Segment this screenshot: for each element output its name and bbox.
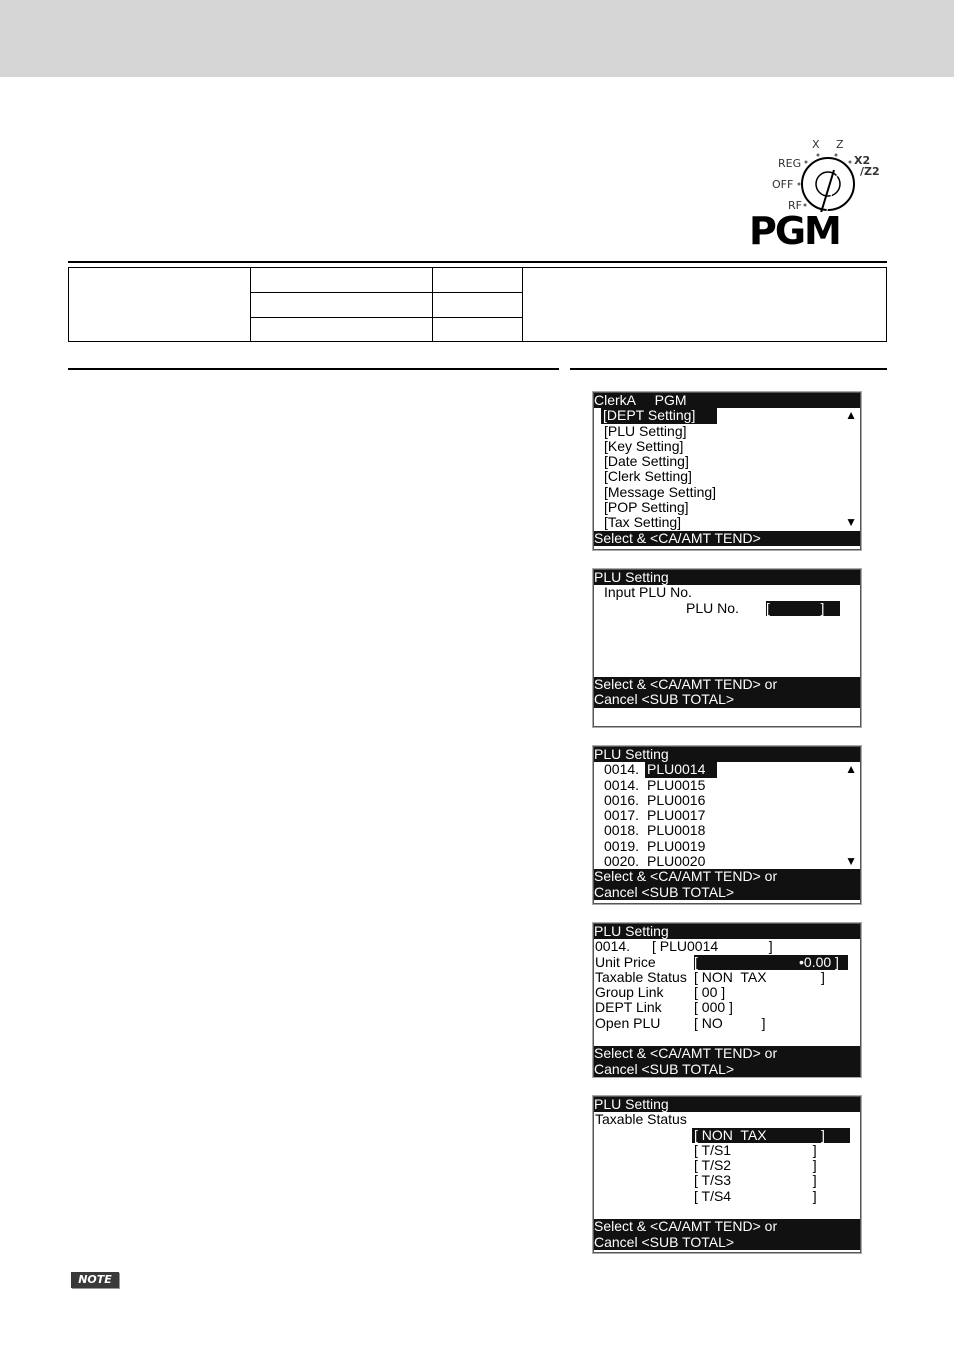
lcd-title: PLU Setting [594,1097,860,1112]
dial-pos-z: Z [836,138,844,151]
scroll-up-icon: ▲ [845,762,857,777]
spec-cell [433,268,523,293]
plu-list-item[interactable]: 0014. PLU0014 ▲ [604,761,857,778]
lcd-footer-line1: Select & <CA/AMT TEND> or [594,677,860,692]
lcd-footer-line2: Cancel <SUB TOTAL> [594,885,860,900]
procedure-column-rule [68,368,559,370]
section-divider [68,261,887,263]
lcd-main-menu [593,392,861,550]
menu-item-date[interactable]: [Date Setting] [604,453,689,470]
dial-pos-off: OFF [772,178,794,191]
display-column-rule [570,368,887,370]
plu-no-label: PLU No. [686,599,739,616]
note-badge: NOTE [71,1272,119,1288]
plu-no-input[interactable]: [ ] [766,601,840,616]
spec-cell [69,268,251,342]
spec-cell [251,268,433,293]
lcd-title: ClerkA PGM [594,393,860,408]
plu-list-item[interactable]: 0016. PLU0016 [604,791,706,808]
lcd-footer-line2: Cancel <SUB TOTAL> [594,1062,860,1077]
spec-table [68,267,887,342]
spec-cell [523,268,887,342]
dial-pos-x: X [812,138,820,151]
lcd-footer-line2: Cancel <SUB TOTAL> [594,1235,860,1250]
spec-cell [251,318,433,342]
plu-record-name[interactable]: [ PLU0014 ] [652,938,773,955]
plu-input-prompt: Input PLU No. [604,584,692,601]
field-unit-price[interactable]: Unit Price [ •0.00 ] [594,955,860,970]
dial-pos-z2: /Z2 [860,165,880,178]
lcd-footer-line2: Cancel <SUB TOTAL> [594,692,860,707]
plu-list-item[interactable]: 0014. PLU0015 [604,776,706,793]
scroll-up-icon: ▲ [845,408,857,423]
tax-option[interactable]: [ NON TAX ] [594,1128,860,1143]
menu-item-pop[interactable]: [POP Setting] [604,499,689,516]
page-header-band [0,0,954,77]
dial-pos-rf: RF [788,199,802,212]
lcd-footer-line1: Select & <CA/AMT TEND> or [594,1046,860,1061]
menu-item-key[interactable]: [Key Setting] [604,437,684,454]
menu-item-dept[interactable]: [DEPT Setting] ▲ [603,407,857,424]
menu-item-plu[interactable]: [PLU Setting] [604,422,687,439]
lcd-plu-input [593,569,861,727]
lcd-title: PLU Setting [594,570,860,585]
tax-option[interactable]: [ T/S2 ] [694,1157,817,1174]
lcd-footer-line1: Select & <CA/AMT TEND> or [594,1219,860,1234]
dial-pos-reg: REG [778,157,802,170]
field-dept-link[interactable]: DEPT Link [ 000 ] [595,999,733,1016]
field-group-link[interactable]: Group Link [ 00 ] [595,984,726,1001]
field-open-plu[interactable]: Open PLU [ NO ] [595,1014,766,1031]
plu-list-item[interactable]: 0017. PLU0017 [604,807,706,824]
tax-option[interactable]: [ T/S3 ] [694,1172,817,1189]
taxable-status-subtitle: Taxable Status [595,1111,687,1128]
tax-option[interactable]: [ T/S4 ] [694,1187,817,1204]
spec-cell [433,293,523,318]
unit-price-input[interactable]: [ •0.00 ] [694,955,848,970]
mode-label: PGM [749,209,840,253]
menu-item-tax[interactable]: [Tax Setting] ▼ [604,514,857,531]
lcd-title: PLU Setting [594,747,860,762]
lcd-taxable-status [593,1096,861,1253]
plu-record-number: 0014. [595,938,631,955]
lcd-title: PLU Setting [594,924,860,939]
tax-option[interactable]: [ T/S1 ] [694,1141,817,1158]
menu-item-clerk[interactable]: [Clerk Setting] [604,468,692,485]
menu-item-message[interactable]: [Message Setting] [604,483,717,500]
scroll-down-icon: ▼ [845,854,857,869]
plu-list-item[interactable]: 0019. PLU0019 [604,837,706,854]
scroll-down-icon: ▼ [845,515,857,530]
plu-list-item[interactable]: 0020. PLU0020 ▼ [604,853,857,870]
lcd-plu-list [593,746,861,904]
lcd-footer: Select & <CA/AMT TEND> [594,531,860,546]
lcd-footer-line1: Select & <CA/AMT TEND> or [594,869,860,884]
lcd-plu-detail [593,923,861,1077]
field-taxable-status[interactable]: Taxable Status [ NON TAX ] [595,968,825,985]
plu-list-item[interactable]: 0018. PLU0018 [604,822,706,839]
dial-pos-x2: X2 [854,154,871,167]
spec-cell [433,318,523,342]
spec-cell [251,293,433,318]
